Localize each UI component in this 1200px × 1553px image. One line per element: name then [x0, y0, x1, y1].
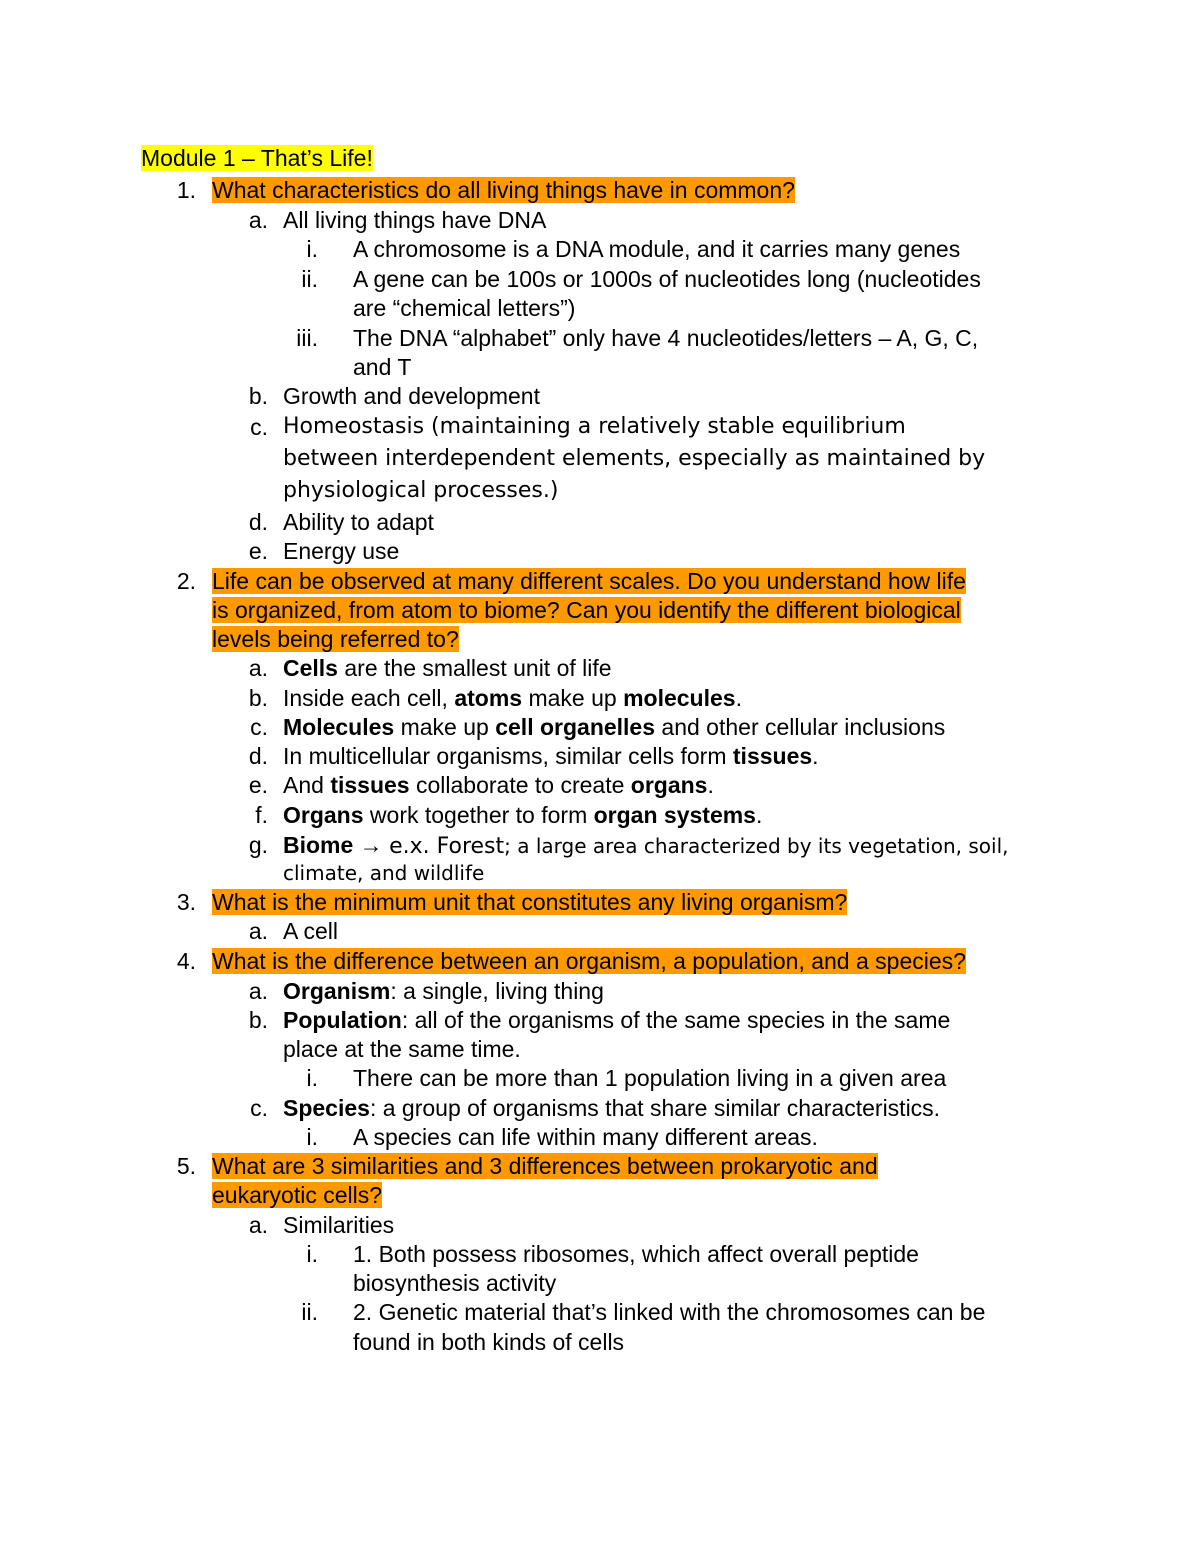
q2-e-bold2: organs: [630, 772, 708, 798]
q2-a-marker: a.: [248, 655, 268, 681]
q5-question-line1: [212, 1151, 878, 1181]
q2-b-part3: .: [735, 685, 742, 711]
q1-question-highlight: What characteristics do all living things have in common?: [212, 177, 795, 203]
q2-f-bold1: Organs: [283, 802, 364, 828]
q2-f-part1: work together to form: [363, 802, 594, 828]
q5-question-line2: [212, 1180, 382, 1210]
q2-b-part1: Inside each cell,: [283, 685, 455, 711]
q2-g-example: e.x. Forest: [389, 834, 505, 859]
q5-a-i-line1: 1. Both possess ribosomes, which affect overall peptide: [353, 1241, 919, 1267]
q5-a-i-marker: i.: [306, 1241, 318, 1267]
q4-b-marker: b.: [248, 1007, 268, 1033]
q4-a-rest: : a single, living thing: [390, 978, 604, 1004]
q2-c-marker: c.: [250, 714, 268, 740]
q2-question-line2: [212, 595, 961, 625]
q5-a-marker: a.: [248, 1212, 268, 1238]
q2-f-text: [283, 800, 762, 830]
q2-question-highlight-3: levels being referred to?: [212, 626, 459, 652]
q5-a-text: Similarities: [283, 1212, 395, 1238]
q4-c-marker: c.: [250, 1095, 268, 1121]
q2-c-bold1: Molecules: [283, 714, 395, 740]
q2-a-text: [283, 653, 612, 683]
q2-e-text: [283, 770, 714, 800]
q4-b-text: [283, 1005, 950, 1035]
q4-number: 4.: [176, 948, 196, 974]
q1-b-marker: b.: [248, 383, 268, 409]
q4-c-i-text: A species can life within many different areas.: [353, 1124, 818, 1150]
q4-c-bold: Species: [283, 1095, 370, 1121]
q3-a-text: A cell: [283, 918, 338, 944]
page-title: [141, 143, 373, 173]
q2-d-part2: .: [812, 743, 819, 769]
q1-a-ii-line2: are “chemical letters”): [353, 295, 576, 321]
q2-c-text: [283, 712, 945, 742]
q2-e-marker: e.: [248, 772, 268, 798]
q3-question: [212, 887, 847, 917]
q5-a-ii-line1: 2. Genetic material that’s linked with the chromosomes can be: [353, 1299, 986, 1325]
q1-a-ii-marker: ii.: [301, 266, 318, 292]
q1-c-line2: between interdependent elements, especially as maintained by: [283, 446, 986, 471]
q2-a-rest: are the smallest unit of life: [337, 655, 612, 681]
q2-question-line1: [212, 566, 966, 596]
q1-e-text: Energy use: [283, 538, 400, 564]
q2-a-bold: Cells: [283, 655, 338, 681]
q2-b-text: [283, 683, 742, 713]
q3-a-marker: a.: [248, 918, 268, 944]
q4-b-line2: place at the same time.: [283, 1036, 521, 1062]
q2-e-part1: And: [283, 772, 331, 798]
q4-a-text: [283, 976, 604, 1006]
q1-e-marker: e.: [248, 538, 268, 564]
q2-g-rest1: ; a large area characterized by its vegetation, soil,: [504, 834, 1009, 858]
q1-a-iii-marker: iii.: [296, 325, 318, 351]
q2-g-bold1: Biome: [283, 832, 354, 858]
q2-b-marker: b.: [248, 685, 268, 711]
q2-d-marker: d.: [248, 743, 268, 769]
q5-question-highlight-2: eukaryotic cells?: [212, 1182, 383, 1208]
q2-d-bold1: tissues: [732, 743, 813, 769]
q4-c-text: [283, 1093, 940, 1123]
q3-number: 3.: [176, 889, 196, 915]
arrow-right-icon: →: [353, 832, 390, 858]
q2-b-bold1: atoms: [454, 685, 523, 711]
q2-d-part1: In multicellular organisms, similar cells form: [283, 743, 733, 769]
q1-a-marker: a.: [248, 207, 268, 233]
q1-number: 1.: [176, 177, 196, 203]
q4-b-i-marker: i.: [306, 1065, 318, 1091]
q1-c-line1: Homeostasis (maintaining a relatively stable equilibrium: [283, 414, 906, 439]
q1-d-marker: d.: [248, 509, 268, 535]
q2-d-text: [283, 741, 819, 771]
q5-a-ii-marker: ii.: [301, 1299, 318, 1325]
q2-question-highlight-2: is organized, from atom to biome? Can you identify the different biological: [212, 597, 961, 623]
q4-question-highlight: What is the difference between an organism, a population, and a species?: [212, 948, 966, 974]
q5-a-i-line2: biosynthesis activity: [353, 1270, 557, 1296]
q2-f-bold2: organ systems: [593, 802, 756, 828]
q2-c-bold2: cell organelles: [495, 714, 656, 740]
q2-g-marker: g.: [248, 832, 268, 858]
q2-b-part2: make up: [522, 685, 624, 711]
q2-c-part1: make up: [394, 714, 496, 740]
q1-a-iii-line1: The DNA “alphabet” only have 4 nucleotides/letters – A, G, C,: [353, 325, 979, 351]
q2-e-bold1: tissues: [330, 772, 410, 798]
q4-a-marker: a.: [248, 978, 268, 1004]
q2-f-part2: .: [755, 802, 763, 828]
title-highlight: Module 1 – That’s Life!: [141, 145, 373, 171]
q4-c-rest: : a group of organisms that share similar characteristics.: [369, 1095, 941, 1121]
q1-a-text: All living things have DNA: [283, 207, 547, 233]
q1-d-text: Ability to adapt: [283, 509, 434, 535]
q1-a-iii-line2: and T: [353, 354, 412, 380]
q4-c-i-marker: i.: [306, 1124, 318, 1150]
q5-question-highlight-1: What are 3 similarities and 3 differences between prokaryotic and: [212, 1153, 878, 1179]
q2-f-marker: f.: [255, 802, 268, 828]
q1-question: [212, 175, 795, 205]
q2-number: 2.: [176, 568, 196, 594]
q1-b-text: Growth and development: [283, 383, 540, 409]
q4-b-i-text: There can be more than 1 population living in a given area: [353, 1065, 947, 1091]
q3-question-highlight: What is the minimum unit that constitutes any living organism?: [212, 889, 848, 915]
q1-a-ii-line1: A gene can be 100s or 1000s of nucleotides long (nucleotides: [353, 266, 981, 292]
q2-e-part2: collaborate to create: [409, 772, 631, 798]
q4-question: [212, 946, 966, 976]
q2-question-highlight-1: Life can be observed at many different scales. Do you understand how life: [212, 568, 966, 594]
q1-c-marker: c.: [250, 414, 268, 440]
q2-question-line3: [212, 624, 459, 654]
q4-b-bold: Population: [283, 1007, 402, 1033]
q1-a-i-text: A chromosome is a DNA module, and it carries many genes: [353, 236, 961, 262]
q4-b-rest: : all of the organisms of the same species in the same: [401, 1007, 951, 1033]
q1-c-line3: physiological processes.): [283, 478, 559, 503]
q5-a-ii-line2: found in both kinds of cells: [353, 1329, 625, 1355]
q2-g-line2: climate, and wildlife: [283, 861, 485, 885]
q4-a-bold: Organism: [283, 978, 391, 1004]
q1-a-i-marker: i.: [306, 236, 318, 262]
q2-e-part3: .: [707, 772, 714, 798]
q5-number: 5.: [176, 1153, 196, 1179]
q2-c-part2: and other cellular inclusions: [655, 714, 946, 740]
q2-b-bold2: molecules: [623, 685, 736, 711]
